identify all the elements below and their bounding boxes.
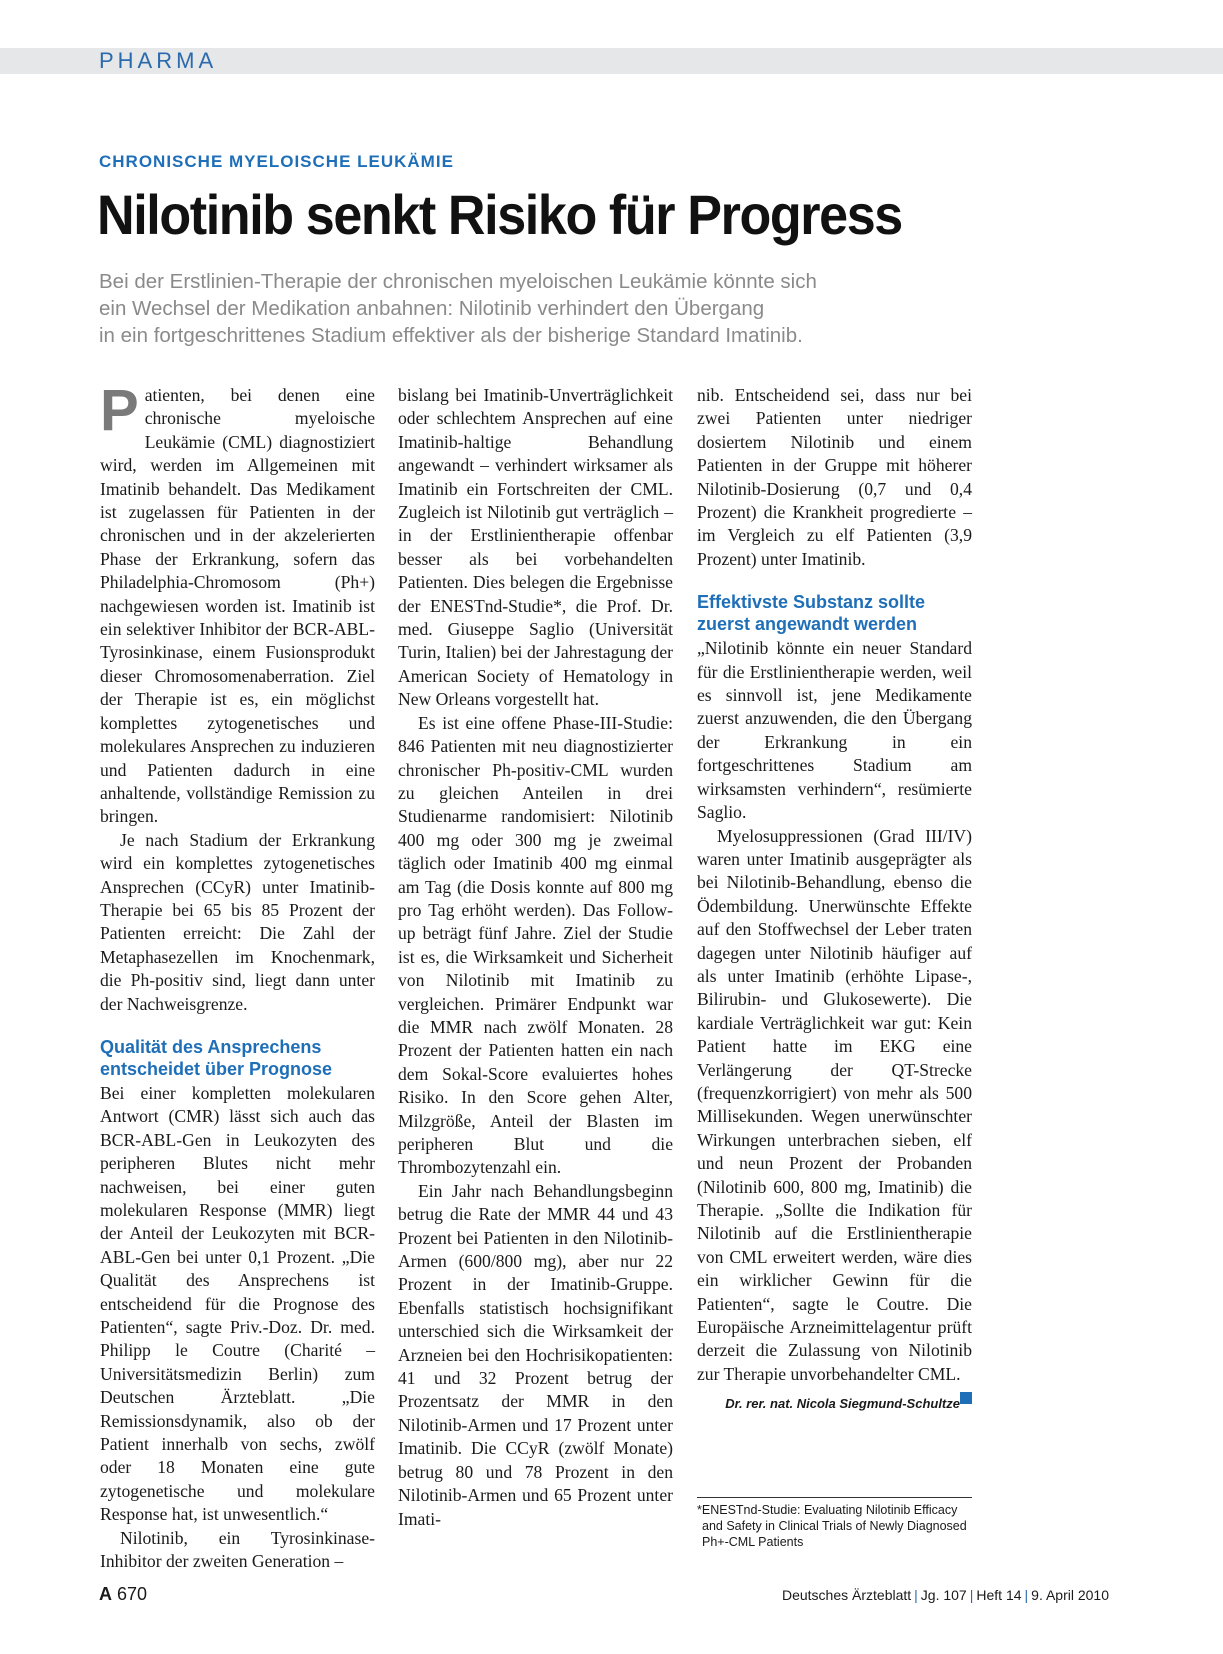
author-byline: Dr. rer. nat. Nicola Siegmund-Schultze	[725, 1396, 960, 1412]
paragraph: Bei einer kompletten molekularen Antwort (CMR) lässt sich auch das BCR-ABL-Gen in Leukozyten des peripheren Blutes nicht mehr nachweisen, bei einer guten molekularen Response (MMR) liegt der Anteil der Leukozyten mit BCR-ABL-Gen bei unter 0,1 Prozent. „Die Qualität des Ansprechens ist entscheidend für die Prognose des Patienten“, sagte Priv.-Doz. Dr. med. Philipp le Coutre (Charité – Universitätsmedizin Berlin) zum Deutschen Ärzteblatt. „Die Remissionsdynamik, also ob der Patient innerhalb von sechs, zwölf oder 18 Monaten eine gute zytogenetische und molekulare Response hat, ist unwesentlich.“	[100, 1082, 375, 1525]
paragraph: Nilotinib, ein Tyrosinkinase-Inhibitor der zweiten Generation –	[100, 1527, 375, 1572]
end-mark-icon	[960, 1392, 972, 1404]
paragraph-text: Myelosuppressionen (Grad III/IV) waren unter Imatinib ausgeprägter als bei Nilotinib-Behandlung, ebenso die Ödembildung. Unerwünschte Effekte auf den Stoffwechsel der Leber traten dagegen unter Nilotinib häufiger auf als unter Imatinib (erhöhte Lipase-, Bilirubin- und Glukosewerte). Die kardiale Verträglichkeit war gut: Kein Patient hatte im EKG eine Verlängerung der QT-Strecke (frequenzkorrigiert) von mehr als 500 Millisekunden. Wegen unerwünschter Wirkungen unterbrachen sieben, elf und neun Prozent der Probanden (Nilotinib 600, 800 mg, Imatinib) die Therapie. „Sollte die Indikation für Nilotinib auf die Erstlinientherapie von CML erweitert werden, wäre dies ein wirklicher Gewinn für die Patienten“, sagte le Coutre. Die Europäische Arzneimittelagentur prüft derzeit die Zulassung von Nilotinib zur Therapie unvorbehandelter CML.	[697, 825, 972, 1384]
column-3	[697, 384, 972, 1416]
paragraph: „Nilotinib könnte ein neuer Standard für die Erstlinientherapie werden, weil es sinnvoll ist, jene Medikamente zuerst anzuwenden, die den Übergang der Erkrankung in ein fortgeschrittenes Stadium am wirksamsten verhindern“, resümierte Saglio.	[697, 638, 972, 823]
journal-footer: Deutsches Ärzteblatt | Jg. 107 | Heft 14 | 9. April 2010	[781, 1587, 1109, 1603]
paragraph: bislang bei Imatinib-Unverträglichkeit oder schlechtem Ansprechen auf eine Imatinib-haltige Behandlung angewandt – verhindert wirksamer als Imatinib ein Fortschreiten der CML. Zugleich ist Nilotinib gut verträglich – in der Erstlinientherapie offenbar besser als bei vorbehandelten Patienten. Dies belegen die Ergebnisse der ENESTnd-Studie*, die Prof. Dr. med. Giuseppe Saglio (Universität Turin, Italien) bei der Jahrestagung der American Society of Hematology in New Orleans vorgestellt hat.	[398, 385, 673, 710]
lead-line: in ein fortgeschrittenes Stadium effektiver als der bisherige Standard Imatinib.	[99, 324, 803, 347]
paragraph-text: atienten, bei denen eine chronische myeloische Leukämie (CML) diagnostiziert wird, werden im Allgemeinen mit Imatinib behandelt. Das Medikament ist zugelassen für Patienten in der chronischen und in der akzelerierten Phase der Erkrankung, sofern das Philadelphia-Chromosom (Ph+) nachgewiesen worden ist. Imatinib ist ein selektiver Inhibitor der BCR-ABL-Tyrosinkinase, einem Fusionsprodukt dieser Chromosomenaberration. Ziel der Therapie ist es, ein möglichst komplettes zytogenetisches und molekulares Ansprechen zu induzieren und Patienten dadurch in eine anhaltende, vollständige Remission zu bringen.	[100, 385, 375, 827]
paragraph: Ein Jahr nach Behandlungsbeginn betrug die Rate der MMR 44 und 43 Prozent bei Patienten in den Nilotinib-Armen (600/800 mg), aber nur 22 Prozent in der Imatinib-Gruppe. Ebenfalls statistisch hochsignifikant unterschied sich die Wirksamkeit der Arzneien bei den Hochrisikopatienten: 41 und 32 Prozent betrug der Prozentsatz der MMR in den Nilotinib-Armen und 17 Prozent unter Imatinib. Die CCyR (zwölf Monate) betrug 80 und 78 Prozent in den Nilotinib-Armen und 65 Prozent unter Imati-	[398, 1180, 673, 1529]
lead-line: ein Wechsel der Medikation anbahnen: Nilotinib verhindert den Übergang	[99, 297, 765, 320]
paragraph	[100, 378, 375, 829]
paragraph	[697, 825, 972, 1387]
page-number	[99, 1584, 147, 1605]
paragraph: Es ist eine offene Phase-III-Studie: 846 Patienten mit neu diagnostizierter chronischer Ph-positiv-CML wurden zu gleichen Anteilen in drei Studienarme randomisiert: Nilotinib 400 mg oder 300 mg je zweimal täglich oder Imatinib 400 mg einmal am Tag (die Dosis konnte auf 800 mg pro Tag erhöht werden). Das Follow-up beträgt fünf Jahre. Ziel der Studie ist es, die Wirksamkeit und Sicherheit von Nilotinib mit Imatinib zu vergleichen. Primärer Endpunkt war die MMR nach zwölf Monaten. 28 Prozent der Patienten hatten ein nach dem Sokal-Score evaluiertes hohes Risiko. In den Score gehen Alter, Milzgröße, Anteil der Blasten im peripheren Blut und die Thrombozytenzahl ein.	[398, 712, 673, 1178]
article-lead	[99, 268, 949, 349]
page-number-value: 670	[117, 1584, 148, 1604]
column-1	[100, 378, 375, 1574]
footnote	[697, 1497, 972, 1550]
subheading: Qualität des Ansprechens entscheidet über Prognose	[100, 1036, 333, 1079]
journal-issue: Heft 14	[976, 1587, 1022, 1603]
footnote-line: and Safety in Clinical Trials of Newly Diagnosed	[702, 1519, 967, 1533]
lead-line: Bei der Erstlinien-Therapie der chronischen myeloischen Leukämie könnte sich	[99, 270, 817, 293]
page-prefix: A	[99, 1584, 112, 1604]
journal-volume: Jg. 107	[920, 1587, 967, 1603]
drop-cap: P	[100, 378, 139, 443]
journal-date: 9. April 2010	[1031, 1587, 1109, 1603]
subheading: Effektivste Substanz sollte zuerst angewandt werden	[697, 592, 926, 635]
paragraph: nib. Entscheidend sei, dass nur bei zwei Patienten unter niedriger dosiertem Nilotinib und einem Patienten in der Gruppe mit höherer Nilotinib-Dosierung (0,7 und 0,4 Prozent) die Krankheit progredierte – im Vergleich zu elf Patienten (3,9 Prozent) unter Imatinib.	[697, 385, 972, 569]
footnote-line: *ENESTnd-Studie: Evaluating Nilotinib Efficacy	[697, 1503, 958, 1517]
column-2	[398, 384, 673, 1531]
journal-name: Deutsches Ärzteblatt	[781, 1587, 912, 1603]
footnote-line: Ph+-CML Patients	[702, 1535, 804, 1549]
article-headline: Nilotinib senkt Risiko für Progress	[97, 183, 902, 246]
article-kicker: CHRONISCHE MYELOISCHE LEUKÄMIE	[99, 152, 454, 171]
section-label: PHARMA	[99, 48, 218, 73]
paragraph: Je nach Stadium der Erkrankung wird ein komplettes zytogenetisches Ansprechen (CCyR) unter Imatinib-Therapie bei 65 bis 85 Prozent der Patienten erreicht: Die Zahl der Metaphasezellen im Knochenmark, die Ph-positiv sind, liegt dann unter der Nachweisgrenze.	[100, 829, 375, 1014]
